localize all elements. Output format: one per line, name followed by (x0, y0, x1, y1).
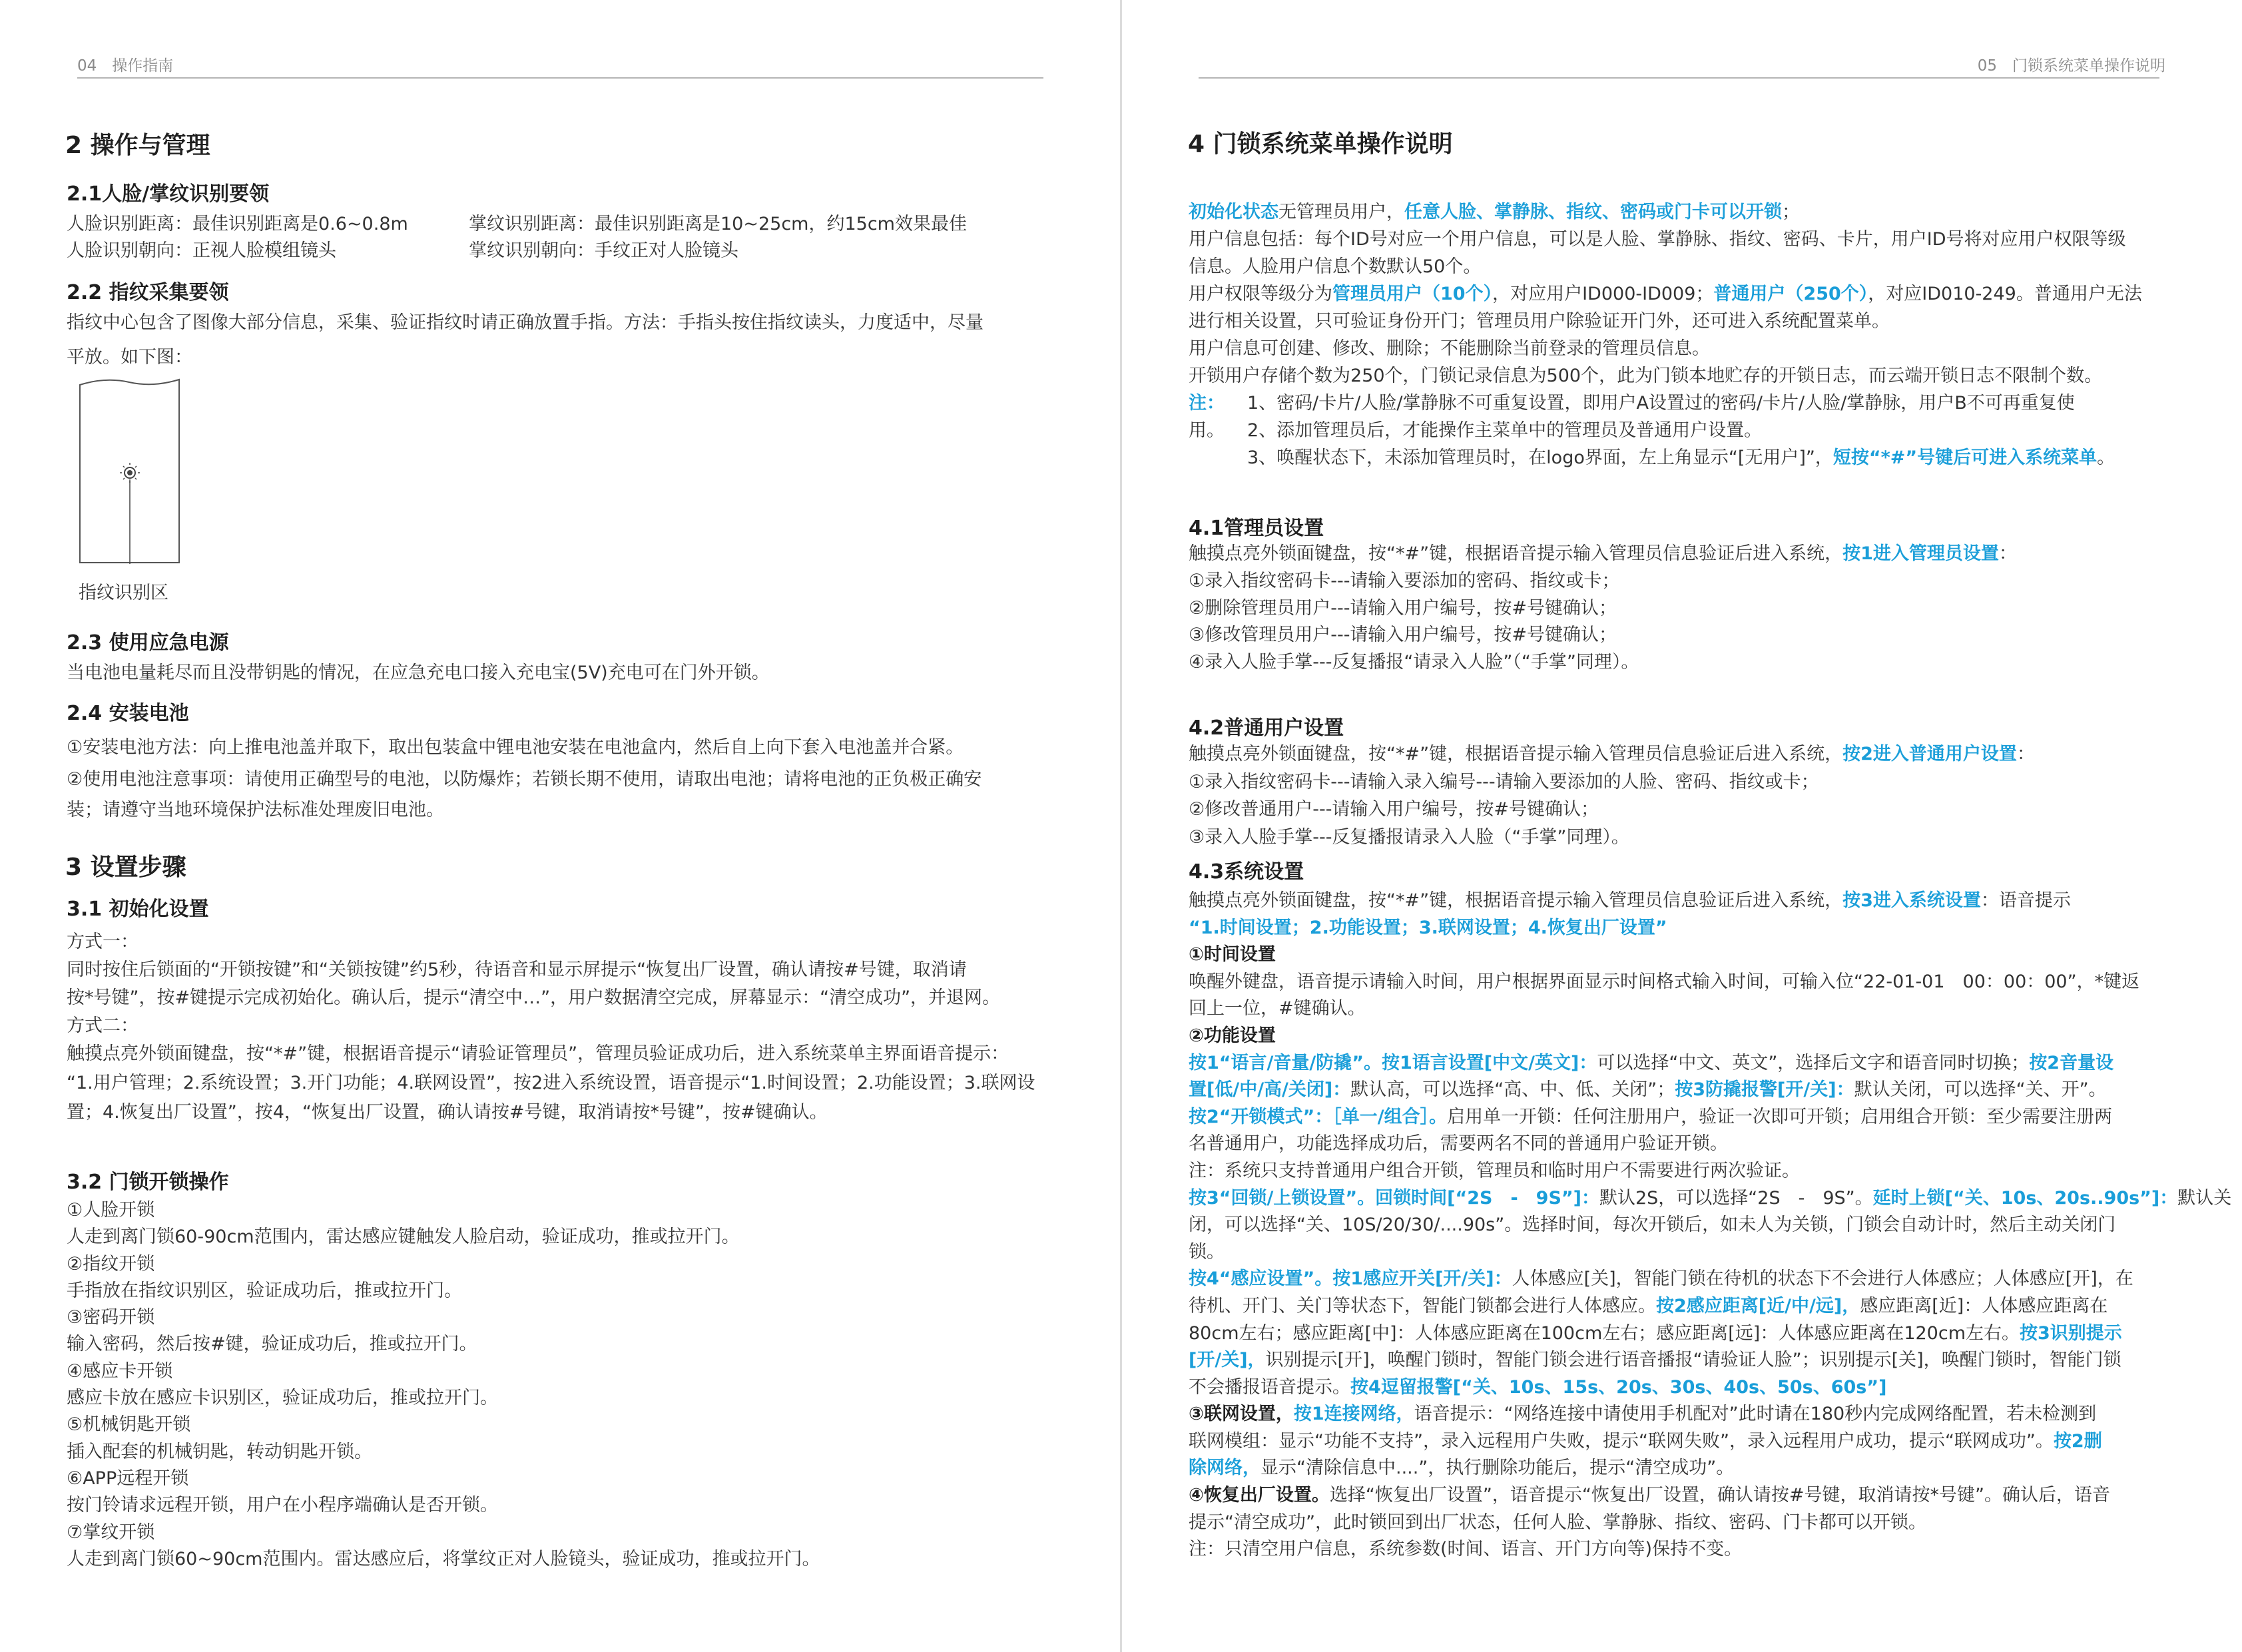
admin-intro-end: ： (1998, 543, 2017, 564)
unlock-item: ④感应卡开锁 (67, 1360, 173, 1382)
heading-4-2: 4.2普通用户设置 (1189, 716, 1344, 740)
unlock-item: 输入密码，然后按#键，验证成功后，推或拉开门。 (67, 1334, 477, 1355)
init-state-end: ； (1782, 202, 1800, 222)
palm-distance: 掌纹识别距离：最佳识别距离是10~25cm，约15cm效果最佳 (469, 214, 967, 234)
unlock-mode-note: 注：系统只支持普通用户组合开锁，管理员和临时用户不需要进行两次验证。 (1189, 1160, 1800, 1181)
unlock-mode-highlight: 按2“开锁模式”：［单一/组合］。 (1189, 1106, 1448, 1127)
user-intro: 触摸点亮外锁面键盘，按“*#”键，根据语音提示输入管理员信息验证后进入系统， (1189, 744, 1843, 764)
page-header-left: 04 操作指南 (77, 57, 174, 75)
emergency-power-text: 当电池电量耗尽而且没带钥匙的情况，在应急充电口接入充电宝(5V)充电可在门外开锁。 (67, 663, 770, 683)
unlock-item: 插入配套的机械钥匙，转动钥匙开锁。 (67, 1441, 372, 1462)
network-text: 语音提示：“网络连接中请使用手机配对”此时请在180秒内完成网络配置，若未检测到 (1414, 1404, 2097, 1425)
delay-lock-text: 默认关 (2177, 1187, 2232, 1209)
heading-3-2: 3.2 门锁开锁操作 (67, 1171, 229, 1194)
method-1-title: 方式一： (67, 932, 139, 952)
factory-reset-title: ④恢复出厂设置。 (1189, 1485, 1330, 1506)
linger-alarm-highlight: 按4逗留报警[“关、10s、15s、20s、30s、40s、50s、60s”] (1350, 1376, 1887, 1398)
system-menu-highlight: “1.时间设置；2.功能设置；3.联网设置；4.恢复出厂设置” (1189, 917, 1667, 938)
note-label: 注： (1189, 393, 1225, 413)
tamper-alarm-text: 默认关闭，可以选择“关、开”。 (1854, 1079, 2107, 1101)
battery-text-3: 装；请遵守当地环境保护法标准处理废旧电池。 (67, 800, 444, 820)
note-1-cont: 用。 (1189, 420, 1225, 441)
relock-time-text: 默认2S，可以选择“2S - 9S”。 (1599, 1187, 1873, 1209)
heading-2-4: 2.4 安装电池 (67, 702, 189, 725)
function-settings-title: ②功能设置 (1189, 1025, 1276, 1046)
fingerprint-text-1: 指纹中心包含了图像大部分信息，采集、验证指纹时请正确放置手指。方法：手指头按住指纹读头，力度适中，尽量 (67, 312, 983, 333)
permission-text: ，对应用户ID000-ID009； (1492, 284, 1714, 304)
user-info-line: 信息。人脸用户信息个数默认50个。 (1189, 256, 1482, 277)
fingerprint-caption: 指纹识别区 (79, 583, 168, 603)
unlock-item: ③密码开锁 (67, 1307, 155, 1328)
face-direction: 人脸识别朝向：正视人脸模组镜头 (67, 240, 336, 261)
lang-setting-text: 可以选择“中文、英文”，选择后文字和语音同时切换； (1597, 1052, 2030, 1073)
unlock-item: 感应卡放在感应卡识别区，验证成功后，推或拉开门。 (67, 1388, 498, 1409)
unlock-item: ⑤机械钥匙开锁 (67, 1414, 191, 1436)
header-rule-right (1199, 77, 2159, 79)
admin-item: ①录入指纹密码卡---请输入要添加的密码、指纹或卡； (1189, 570, 1620, 591)
user-info-line: 用户信息包括：每个ID号对应一个用户信息，可以是人脸、掌静脉、指纹、密码、卡片，用户ID号将对应用户权限等级 (1189, 229, 2126, 250)
delete-network-highlight: 除网络， (1189, 1458, 1261, 1479)
palm-direction: 掌纹识别朝向：手纹正对人脸镜头 (469, 240, 738, 261)
system-settings-block (1189, 888, 2231, 1563)
system-intro-cont: ：语音提示 (1980, 890, 2071, 911)
method-2-line-3: 置；4.恢复出厂设置”，按4，“恢复出厂设置，确认请按#号键，取消请按*号键”，按#键确认。 (67, 1102, 828, 1123)
face-distance: 人脸识别距离：最佳识别距离是0.6~0.8m (67, 214, 408, 234)
system-enter-highlight: 按3进入系统设置 (1842, 890, 1981, 911)
sensor-switch-text: 人体感应[关]，智能门锁在待机的状态下不会进行人体感应；人体感应[开]，在 (1512, 1268, 2133, 1290)
method-2-line-2: “1.用户管理；2.系统设置；3.开门功能；4.联网设置”，按2进入系统设置，语音提示“1.时间设置；2.功能设置；3.联网设 (67, 1073, 1035, 1093)
user-info-line: 开锁用户存储个数为250个，门锁记录信息为500个，此为门锁本地贮存的开锁日志，而云端开锁日志不限制个数。 (1189, 366, 2103, 386)
admin-item: ④录入人脸手掌---反复播报“请录入人脸”（“手掌”同理）。 (1189, 652, 1639, 673)
relock-time-highlight: 按3“回锁/上锁设置”。回锁时间[“2S - 9S”]： (1189, 1187, 1599, 1209)
user-info-line: 用户信息可创建、修改、删除；不能删除当前登录的管理员信息。 (1189, 338, 1710, 359)
unlock-item: ⑦掌纹开锁 (67, 1521, 155, 1543)
unlock-mode-text: 启用单一开锁：任何注册用户，验证一次即可开锁；启用组合开锁：至少需要注册两 (1447, 1106, 2113, 1127)
unlock-mode-line: 名普通用户，功能选择成功后，需要两名不同的普通用户验证开锁。 (1189, 1133, 1728, 1155)
heading-2: 2 操作与管理 (65, 132, 210, 159)
heading-2-2: 2.2 指纹采集要领 (67, 281, 229, 304)
right-page (1122, 0, 2242, 1652)
admin-enter-highlight: 按1进入管理员设置 (1842, 543, 1999, 564)
unlock-methods-list (67, 1197, 820, 1573)
unlock-item: 人走到离门锁60~90cm范围内。雷达感应后，将掌纹正对人脸镜头，验证成功，推或拉开门。 (67, 1548, 820, 1569)
permission-text: 用户权限等级分为 (1189, 284, 1332, 304)
delay-lock-line: 闭，可以选择“关、10S/20/30/....90s”。选择时间，每次开锁后，如未人为关锁，门锁会自动计时，然后主动关闭门 (1189, 1215, 2116, 1236)
sensor-distance-highlight: 按2感应距离[近/中/远]， (1656, 1295, 1860, 1316)
permission-text: ，对应ID010-249。普通用户无法 (1868, 284, 2142, 304)
heading-2-1: 2.1人脸/掌纹识别要领 (67, 182, 270, 206)
time-settings-title: ①时间设置 (1189, 944, 1276, 965)
heading-3-1: 3.1 初始化设置 (67, 898, 209, 921)
normal-user-highlight: 普通用户（250个） (1713, 284, 1868, 304)
admin-item: ③修改管理员用户---请输入用户编号，按#号键确认； (1189, 625, 1617, 646)
volume-setting-highlight: 置[低/中/高/关闭]： (1189, 1079, 1351, 1101)
user-item: ②修改普通用户---请输入用户编号，按#号键确认； (1189, 799, 1599, 820)
init-state-block (1189, 198, 2142, 471)
network-text: 联网模组：显示“功能不支持”，录入远程用户失败，提示“联网失败”，录入远程用户成功，提示“联网成功”。 (1189, 1430, 2054, 1452)
delay-lock-line: 锁。 (1189, 1241, 1225, 1262)
method-1-line-1: 同时按住后锁面的“开锁按键”和“关锁按键”约5秒，待语音和显示屏提示“恢复出厂设置，确认请按#号键，取消请 (67, 960, 967, 980)
page-header-right: 05 门锁系统菜单操作说明 (1977, 57, 2165, 75)
note-3-end: 。 (2097, 447, 2115, 468)
note-2: 2、添加管理员后，才能操作主菜单中的管理员及普通用户设置。 (1247, 420, 1763, 441)
volume-setting-highlight: 按2音量设 (2029, 1052, 2114, 1073)
connect-network-highlight: 按1连接网络， (1293, 1404, 1414, 1425)
note-1: 1、密码/卡片/人脸/掌静脉不可重复设置，即用户A设置过的密码/卡片/人脸/掌静脉，用户B不可再重复使 (1247, 393, 2075, 413)
admin-user-highlight: 管理员用户（10个） (1332, 284, 1493, 304)
sensor-distance-text: 感应距离[近]：人体感应距离在 (1860, 1295, 2108, 1316)
user-item: ③录入人脸手掌---反复播报请录入人脸（“手掌”同理）。 (1189, 826, 1629, 848)
heading-4: 4 门锁系统菜单操作说明 (1188, 131, 1453, 158)
volume-setting-text: 默认高，可以选择“高、中、低、关闭”； (1350, 1079, 1675, 1101)
user-enter-highlight: 按2进入普通用户设置 (1842, 744, 2017, 764)
init-state-text: 无管理员用户， (1278, 202, 1404, 222)
time-settings-line: 回上一位，#键确认。 (1189, 998, 1366, 1019)
unlock-item: ②指纹开锁 (67, 1253, 155, 1274)
unlock-item: 按门铃请求远程开锁，用户在小程序端确认是否开锁。 (67, 1495, 498, 1516)
sensor-distance-text: 80cm左右；感应距离[中]：人体感应距离在100cm左右；感应距离[远]：人体感应距离在120cm左右。 (1189, 1322, 2020, 1344)
factory-reset-text: 选择“恢复出厂设置”，语音提示“恢复出厂设置，确认请按#号键，取消请按*号键”。确认后，语音 (1329, 1485, 2110, 1506)
unlock-item: 手指放在指纹识别区，验证成功后，推或拉开门。 (67, 1280, 462, 1301)
recognition-prompt-text: 不会播报语音提示。 (1189, 1376, 1350, 1398)
unlock-item: ①人脸开锁 (67, 1200, 155, 1221)
delay-lock-highlight: 延时上锁[“关、10s、20s..90s”]： (1872, 1187, 2178, 1209)
header-rule-left (77, 77, 1043, 79)
init-state-label: 初始化状态 (1189, 202, 1278, 222)
recognition-prompt-text: 识别提示[开]，唤醒门锁时，智能门锁会进行语音播报“请验证人脸”；识别提示[关]，唤醒门锁时，智能门锁 (1265, 1350, 2121, 1371)
unlock-item: ⑥APP远程开锁 (67, 1468, 189, 1489)
factory-reset-note: 注：只清空用户信息，系统参数(时间、语言、开门方向等)保持不变。 (1189, 1539, 1743, 1560)
admin-settings-block (1189, 541, 2017, 677)
normal-user-block (1189, 740, 2035, 851)
sensor-switch-highlight: 按4“感应设置”。按1感应开关[开/关]： (1189, 1268, 1512, 1290)
unlock-item: 人走到离门锁60-90cm范围内，雷达感应键触发人脸启动，验证成功，推或拉开门。 (67, 1227, 740, 1248)
recognition-prompt-highlight: 按3识别提示 (2020, 1322, 2122, 1344)
method-1-line-2: 按*号键”，按#键提示完成初始化。确认后，提示“清空中…”，用户数据清空完成，屏幕显示：“清空成功”，并退网。 (67, 987, 1001, 1008)
delete-network-text: 显示“清除信息中....”，执行删除功能后，提示“清空成功”。 (1261, 1458, 1735, 1479)
user-intro-end: ： (2016, 744, 2035, 764)
sensor-switch-text: 待机、开门、关门等状态下，智能门锁都会进行人体感应。 (1189, 1295, 1656, 1316)
time-settings-line: 唤醒外键盘，语音提示请输入时间，用户根据界面显示时间格式输入时间，可输入位“22-01-01 00：00：00”，*键返 (1189, 971, 2140, 992)
method-2-title: 方式二： (67, 1015, 139, 1036)
user-item: ①录入指纹密码卡---请输入录入编号---请输入要添加的人脸、密码、指纹或卡； (1189, 771, 1819, 792)
delete-network-highlight: 按2删 (2053, 1430, 2102, 1452)
note-3-highlight: 短按“*#”号键后可进入系统菜单 (1832, 447, 2098, 468)
factory-reset-line: 提示“清空成功”，此时锁回到出厂状态，任何人脸、掌静脉、指纹、密码、门卡都可以开锁。 (1189, 1512, 1926, 1533)
heading-4-1: 4.1管理员设置 (1189, 517, 1324, 540)
battery-text-1: ①安装电池方法：向上推电池盖并取下，取出包装盒中锂电池安装在电池盒内，然后自上向下套入电池盖并合紧。 (67, 737, 964, 758)
method-2-line-1: 触摸点亮外锁面键盘，按“*#”键，根据语音提示“请验证管理员”，管理员验证成功后，进入系统菜单主界面语音提示： (67, 1043, 1009, 1064)
fingerprint-reader-illustration (79, 376, 180, 564)
heading-2-3: 2.3 使用应急电源 (67, 631, 229, 655)
system-intro: 触摸点亮外锁面键盘，按“*#”键，根据语音提示输入管理员信息验证后进入系统， (1189, 890, 1843, 911)
lang-setting-highlight: 按1“语言/音量/防撬”。按1语言设置[中文/英文]： (1189, 1052, 1597, 1073)
init-state-highlight: 任意人脸、掌静脉、指纹、密码或门卡可以开锁 (1404, 202, 1782, 222)
battery-text-2: ②使用电池注意事项：请使用正确型号的电池，以防爆炸；若锁长期不使用，请取出电池；请将电池的正负极正确安 (67, 769, 982, 790)
tamper-alarm-highlight: 按3防撬报警[开/关]： (1675, 1079, 1854, 1101)
fingerprint-text-2: 平放。如下图： (67, 347, 192, 368)
recognition-prompt-highlight: [开/关]， (1189, 1350, 1266, 1371)
admin-item: ②删除管理员用户---请输入用户编号，按#号键确认； (1189, 597, 1617, 619)
admin-intro: 触摸点亮外锁面键盘，按“*#”键，根据语音提示输入管理员信息验证后进入系统， (1189, 543, 1843, 564)
network-settings-title: ③联网设置， (1189, 1404, 1294, 1425)
heading-4-3: 4.3系统设置 (1189, 860, 1304, 884)
user-info-line: 进行相关设置，只可验证身份开门；管理员用户除验证开门外，还可进入系统配置菜单。 (1189, 311, 1890, 332)
heading-3: 3 设置步骤 (65, 854, 186, 881)
note-3: 3、唤醒状态下，未添加管理员时，在logo界面，左上角显示“[无用户]”， (1247, 447, 1833, 468)
